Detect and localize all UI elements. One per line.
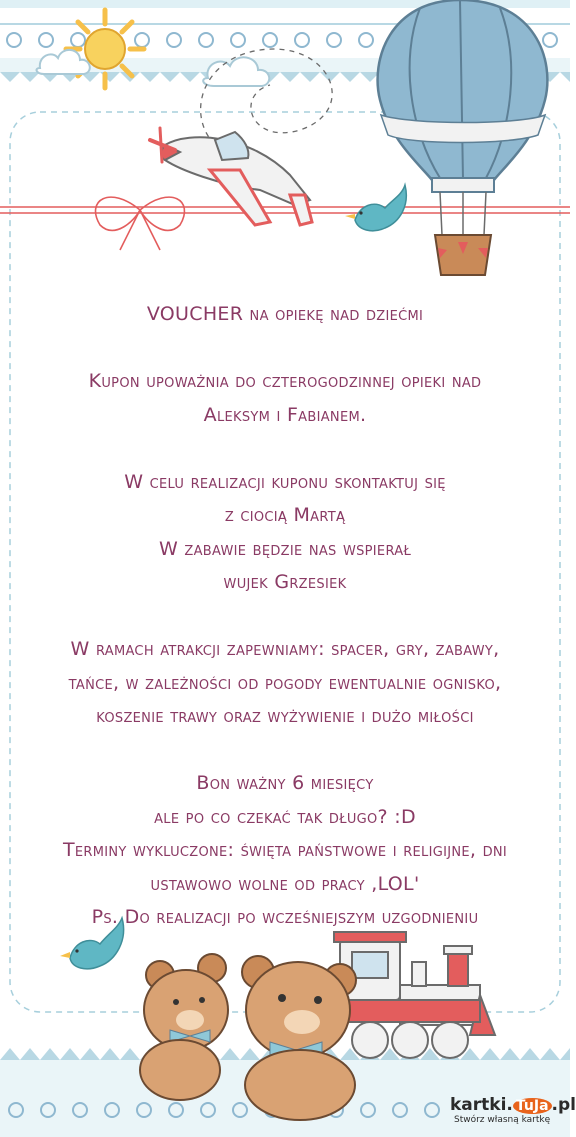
voucher-line: W ramach atrakcji zapewniamy: spacer, gry, zabawy, — [70, 638, 500, 660]
voucher-line: Terminy wykluczone: święta państwowe i religijne, dni — [62, 839, 508, 861]
bird-icon — [345, 185, 406, 231]
voucher-line: Kupon upoważnia do czterogodzinnej opieki nad — [88, 370, 482, 392]
voucher-line: Bon ważny 6 miesięcy — [196, 772, 374, 794]
airplane-icon — [150, 128, 312, 225]
voucher-line: ale po co czekać tak długo? :D — [154, 805, 416, 828]
voucher-line: koszenie trawy oraz wyżywienie i dużo miłości — [96, 705, 474, 727]
voucher-line: Ps. Do realizacji po wcześniejszym uzgodnieniu — [91, 906, 479, 928]
voucher-line: Aleksym i Fabianem. — [203, 403, 367, 426]
voucher-line-gap — [0, 734, 570, 768]
voucher-text — [0, 298, 570, 935]
teddy-bear-icon — [242, 956, 356, 1120]
voucher-line: tańce, w zależności od pogody ewentualnie ognisko, — [68, 671, 502, 694]
voucher-line: W celu realizacji kuponu skontaktuj się — [124, 470, 446, 493]
logo-tld: .pl — [551, 1095, 576, 1115]
logo-badge: TuJa — [513, 1098, 552, 1114]
train-icon — [334, 932, 495, 1058]
hot-air-balloon-icon — [378, 0, 548, 275]
voucher-line: wujek Grzesiek — [223, 571, 347, 593]
logo-brand: kartki. — [450, 1095, 513, 1115]
voucher-line: VOUCHER na opiekę nad dziećmi — [146, 303, 424, 325]
voucher-line: W zabawie będzie nas wspierał — [158, 537, 412, 560]
kartki-logo[interactable] — [450, 1095, 576, 1131]
voucher-line-gap — [0, 600, 570, 634]
teddy-bear-icon — [140, 954, 228, 1100]
sun-icon — [66, 10, 144, 88]
logo-tagline: Stwórz własną kartkę — [454, 1115, 551, 1125]
voucher-line-gap — [0, 432, 570, 466]
voucher-line-gap — [0, 332, 570, 366]
voucher-line: ustawowo wolne od pracy ,LOL' — [150, 872, 420, 895]
voucher-line: z ciocią Martą — [224, 504, 346, 526]
